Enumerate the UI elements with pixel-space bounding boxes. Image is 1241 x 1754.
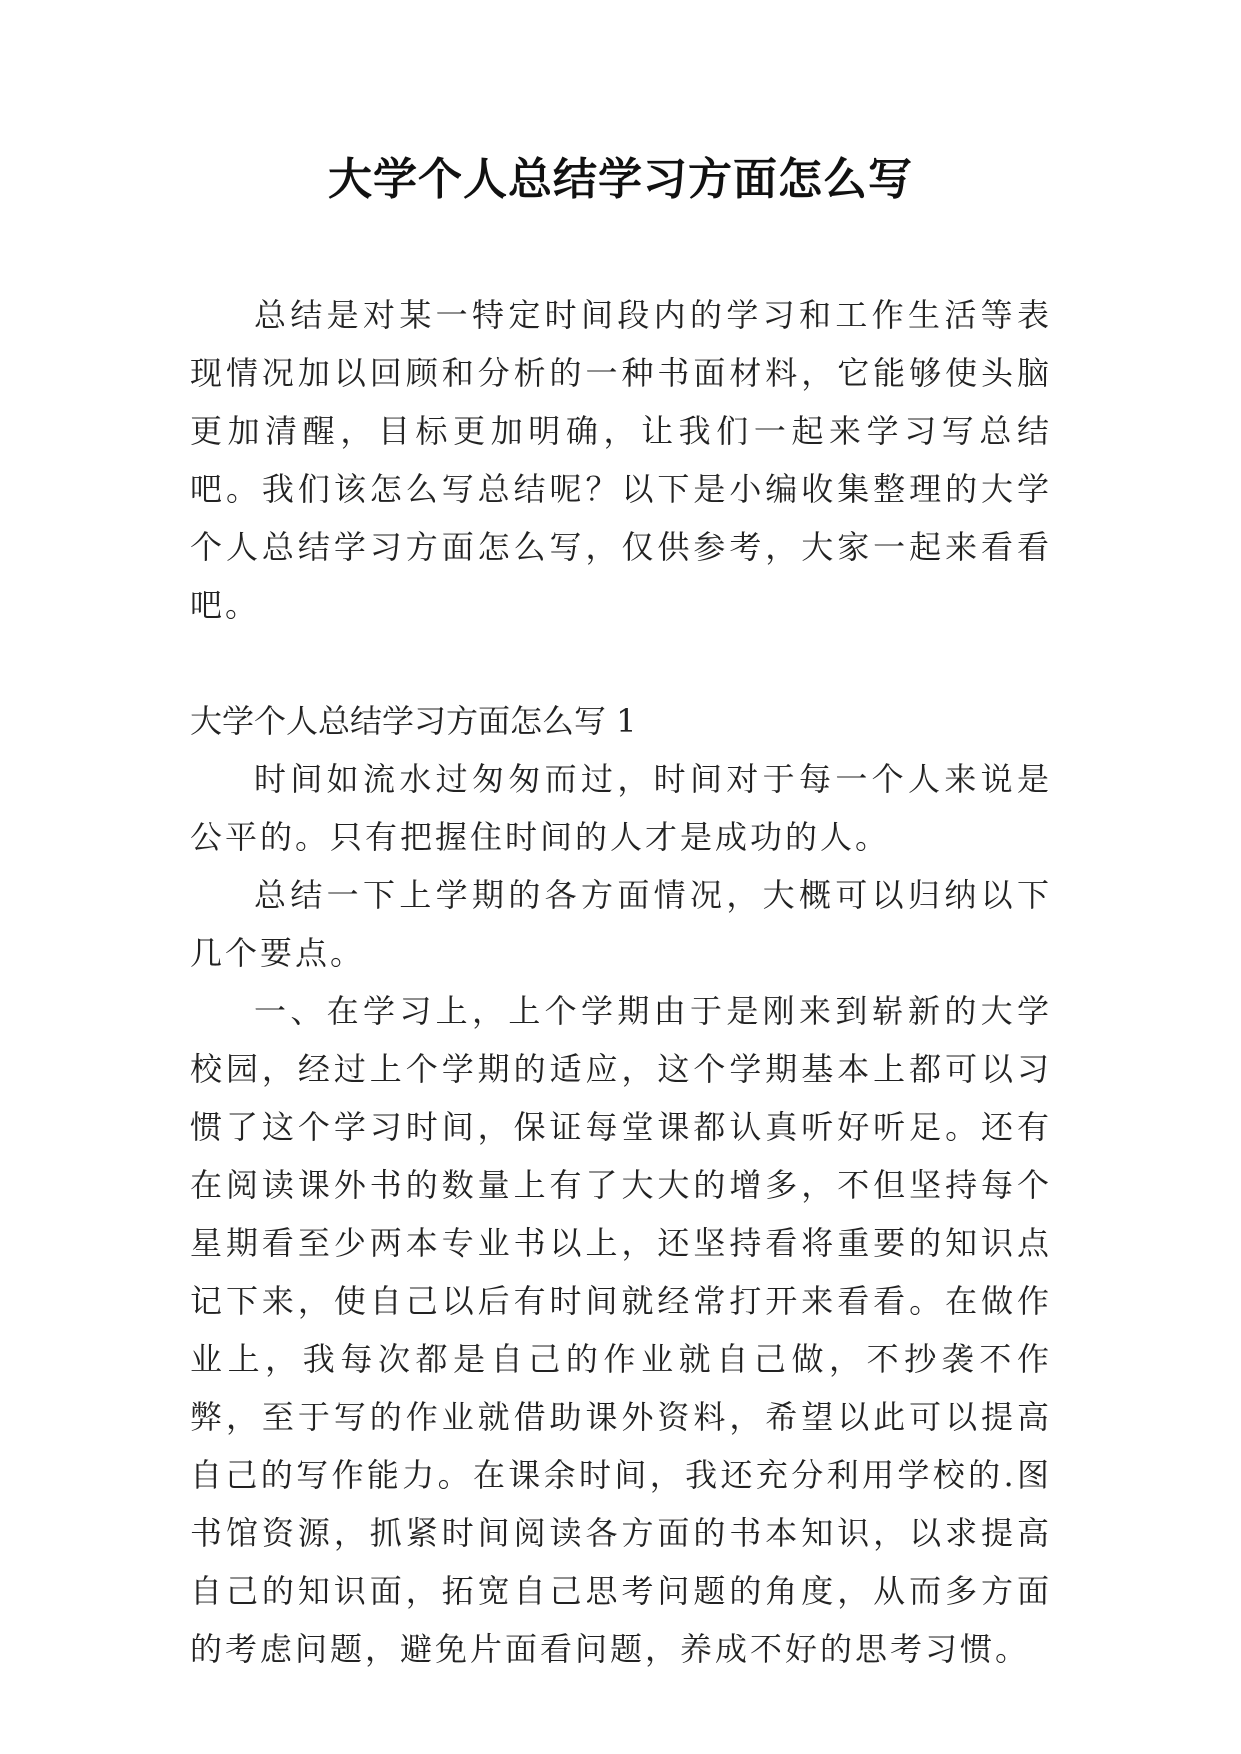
body-paragraph-1: 时间如流水过匆匆而过，时间对于每一个人来说是公平的。只有把握住时间的人才是成功的人。 xyxy=(190,760,1052,856)
document-title: 大学个人总结学习方面怎么写 xyxy=(328,154,913,205)
body-paragraph-3: 一、在学习上，上个学期由于是刚来到崭新的大学校园，经过上个学期的适应，这个学期基本上都可以习惯了这个学习时间，保证每堂课都认真听好听足。还有在阅读课外书的数量上有了大大的增多，不但坚持每个星期看至少两本专业书以上，还坚持看将重要的知识点记下来，使自己以后有时间就经常打开来看看。在做作业上，我每次都是自己的作业就自己做，不抄袭不作弊，至于写的作业就借助课外资料，希望以此可以提高自己的写作能力。在课余时间，我还充分利用学校的.图书馆资源，抓紧时间阅读各方面的书本知识，以求提高自己的知识面，拓宽自己思考问题的角度，从而多方面的考虑问题，避免片面看问题，养成不好的思考习惯。 xyxy=(190,992,1052,1668)
body-paragraph-2: 总结一下上学期的各方面情况，大概可以归纳以下几个要点。 xyxy=(190,876,1052,972)
paragraph-gap xyxy=(190,634,1052,692)
intro-paragraph: 总结是对某一特定时间段内的学习和工作生活等表现情况加以回顾和分析的一种书面材料，它能够使头脑更加清醒，目标更加明确，让我们一起来学习写总结吧。我们该怎么写总结呢？以下是小编收集整理的大学个人总结学习方面怎么写，仅供参考，大家一起来看看吧。 xyxy=(190,296,1052,624)
section-heading: 大学个人总结学习方面怎么写 1 xyxy=(190,702,637,740)
document-body xyxy=(190,286,1052,1678)
